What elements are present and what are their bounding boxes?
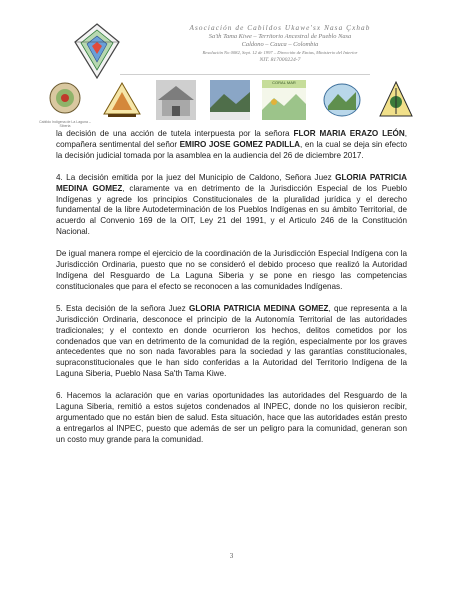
p0-text-c: , compañera sentimental del señor (56, 129, 407, 149)
letter-body (56, 129, 407, 457)
p1-text-a: 4. La decisión emitida por la juez del Municipio de Caldono, Señora Juez (56, 172, 336, 182)
coral-mar-banner-image (262, 80, 306, 120)
banner-label: CORAL MAR (272, 80, 296, 85)
association-logo-icon (72, 22, 122, 80)
community-logo-image (102, 80, 142, 120)
page-number: 3 (229, 552, 234, 560)
round-logo-image (322, 80, 362, 120)
paragraph-coordinacion: De igual manera rompe el ejercicio de la coordinación de la Jurisdicción Especial Indígena con la Jurisdicción Ordinaria, puesto que no se consideró el debido proceso que realizó la Autoridad Indígena del Resguardo de La Laguna Siberia y se pone en riesgo las competencias constitucionales que para el efecto se reconocen a las comunidades Indígenas. (56, 249, 407, 291)
nit-line: NIT. 817000224-7 (259, 57, 301, 63)
emblem-caption: Cabildo Indígena de La Laguna – Siberia (39, 120, 91, 128)
landscape-photo-image (210, 80, 250, 120)
p1-text-c: , claramente va en detrimento de la Jurisdicción Especial de los Pueblo Indígenas y agrede los principios Constitucionales de la pluralidad jurídica y el derecho fundamental de la libre Autodeterminación de los Pueblos Indígenas en su ámbito Territorial, de acuerdo al Convenio 169 de la OIT, Ley 21 del 1991, y el Articulo 246 de la Constitución Nacional. (56, 183, 408, 237)
cabildo-emblem-image (44, 80, 86, 120)
p3-name-gloria: GLORIA PATRICIA MEDINA GOMEZ (189, 303, 329, 313)
paragraph-5 (56, 304, 407, 380)
p3-text-a: 5. Esta decisión de la señora Juez (56, 303, 190, 313)
header-divider (120, 74, 370, 75)
p0-name-emiro: EMIRO JOSE GOMEZ PADILLA (179, 139, 301, 149)
paragraph-4 (56, 173, 407, 238)
p0-text-a: la decisión de una acción de tutela interpuesta por la señora (56, 129, 294, 138)
territory-line: Sa'th Tama Kiwe – Territorio Ancestral de Pueblo Nasa (208, 33, 352, 40)
location-line: Caldono – Cauca – Colombia (241, 41, 319, 48)
resolution-line: Resolución No 0082, Sept. 12 de 1997 – Dirección de Etnias, Ministerio del Interior (202, 50, 358, 55)
p0-name-flor: FLOR MARIA ERAZO LEÓN (293, 129, 405, 138)
letterhead-text (130, 24, 430, 64)
p3-text-c: , que representa a la Jurisdicción Ordinaria, desconoce el principio de la Autonomía Territorial de las autoridades tradicionales; y el contexto en donde ocurrieron los hechos, delitos cometidos por los condenados que van en detrimento de la comunidad de la región, especialmente por los graves antecedentes que no son nada favorables para la sociedad y las garantías constitucionales, supraconstitucionales que le han sido conferidas a la Autoridad del Territorio Indígena de la Laguna Siberia, Pueblo Nasa Sa'th Tama Kiwe. (56, 303, 408, 379)
paragraph-6: 6. Hacemos la aclaración que en varias oportunidades las autoridades del Resguardo de la Laguna Siberia, remitió a estos sujetos condenados al INPEC, donde no los quisieron recibir, argumentado que no están bien de salud. Esta situación, hace que las autoridades están presto a entregarlos al INPEC, puesto que además de ser un peligro para la comunidad, generan son un costo muy grande para la comunidad. (56, 391, 407, 444)
header-image-strip (40, 80, 436, 126)
p0-text-e: , en la cual se deja sin efecto la decisión judicial tomada por la asamblea en la audiencia del 26 de diciembre 2017. (56, 139, 407, 160)
p1-name-gloria: GLORIA PATRICIA MEDINA GOMEZ (56, 172, 407, 193)
paragraph-tutela (56, 129, 407, 162)
org-name: Asociación de Cabildos Ukawe'sx Nasa Çxhab (189, 24, 371, 32)
building-photo-image (156, 80, 196, 120)
indigenous-guard-logo-image (376, 80, 416, 120)
